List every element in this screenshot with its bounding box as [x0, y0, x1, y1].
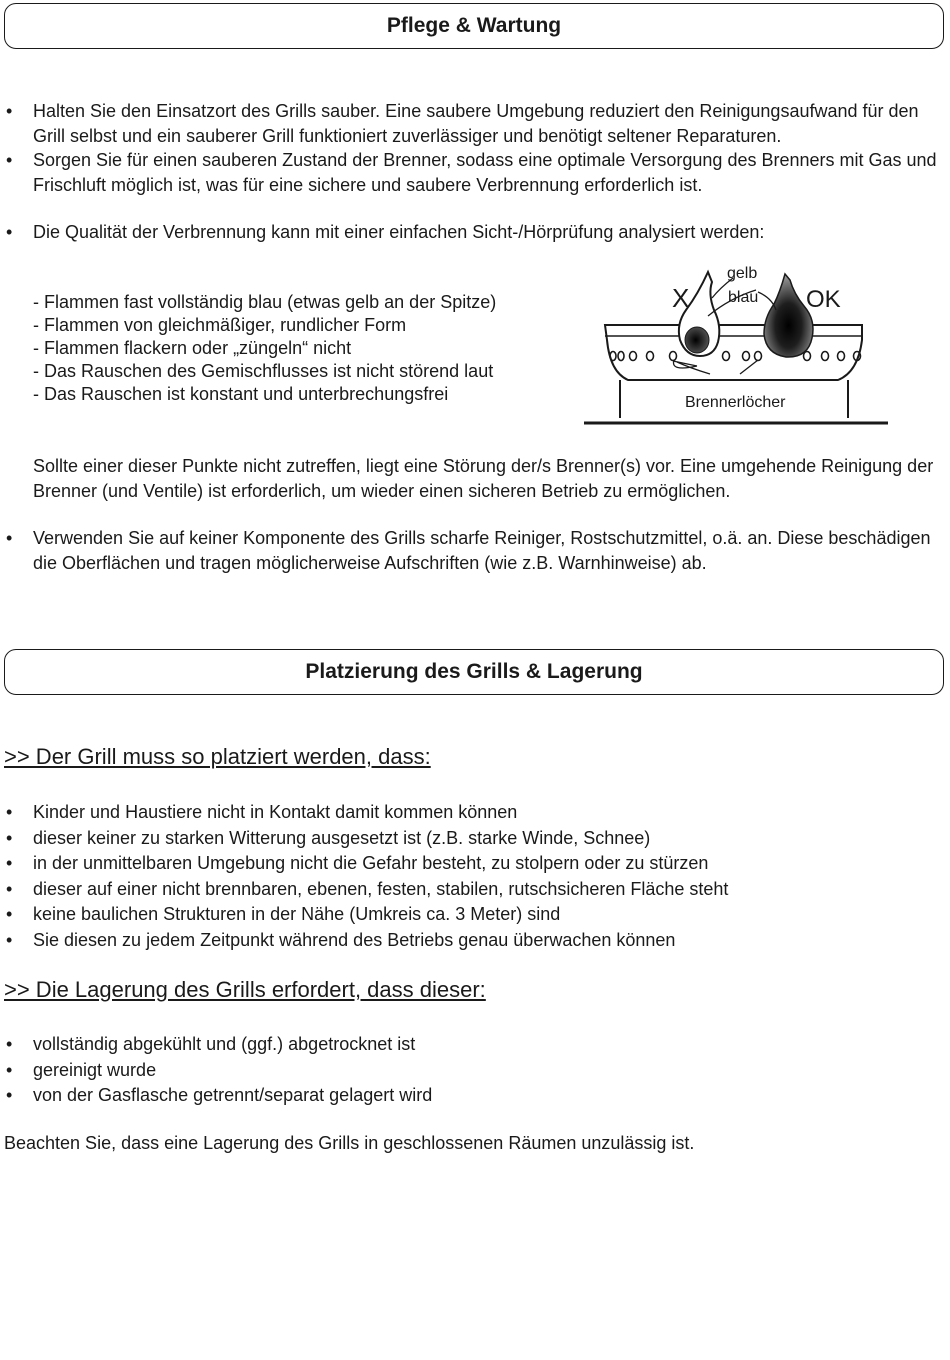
care-bullet-2: Sorgen Sie für einen sauberen Zustand der Brenner, sodass eine optimale Versorgung des Brenners mit Gas und Frischluft möglich ist, was für eine sichere und saubere Verbrennung erforderlich ist. — [33, 150, 937, 195]
check-item-2: - Flammen von gleichmäßiger, rundlicher Form — [33, 315, 407, 335]
section-header-placement — [4, 649, 944, 695]
label-yellow: gelb — [727, 265, 758, 282]
check-item-5: - Das Rauschen ist konstant und unterbrechungsfrei — [33, 384, 449, 404]
check-item-1: - Flammen fast vollständig blau (etwas gelb an der Spitze) — [33, 292, 497, 312]
burner-flame-diagram — [580, 258, 892, 430]
bullet-marker: • — [6, 101, 13, 121]
storage-item-1: vollständig abgekühlt und (ggf.) abgetrocknet ist — [33, 1034, 416, 1054]
bullet-marker: • — [6, 1034, 13, 1054]
placement-item-5: keine baulichen Strukturen in der Nähe (Umkreis ca. 3 Meter) sind — [33, 904, 561, 924]
bullet-marker: • — [6, 528, 13, 548]
bullet-marker: • — [6, 222, 13, 242]
placement-item-3: in der unmittelbaren Umgebung nicht die Gefahr besteht, zu stolpern oder zu stürzen — [33, 853, 709, 873]
bullet-marker: • — [6, 904, 13, 924]
label-bad: X — [672, 283, 690, 313]
placement-item-4: dieser auf einer nicht brennbaren, ebenen, festen, stabilen, rutschsicheren Fläche steht — [33, 878, 729, 899]
bullet-marker: • — [6, 929, 13, 950]
care-bullet-3: Die Qualität der Verbrennung kann mit einer einfachen Sicht-/Hörprüfung analysiert werden: — [33, 222, 765, 242]
label-burner-holes: Brennerlöcher — [685, 394, 786, 411]
storage-heading: >> Die Lagerung des Grills erfordert, dass dieser: — [4, 977, 486, 1002]
section-title-placement: Platzierung des Grills & Lagerung — [305, 660, 643, 683]
storage-item-3: von der Gasflasche getrennt/separat gelagert wird — [33, 1085, 433, 1105]
care-bullet-1: Halten Sie den Einsatzort des Grills sauber. Eine saubere Umgebung reduziert den Reinigungsaufwand für den Grill selbst und ein sauberer Grill funktioniert zuverlässiger und benötigt seltener Reparaturen. — [33, 101, 919, 146]
care-bullet-4: Verwenden Sie auf keiner Komponente des Grills scharfe Reiniger, Rostschutzmittel, o.ä. an. Diese beschädigen die Oberflächen und tragen möglicherweise Aufschriften (wie z.B. Warnhinweise) ab. — [33, 528, 931, 573]
check-item-4: - Das Rauschen des Gemischflusses ist nicht störend laut — [33, 361, 494, 381]
placement-item-6: Sie diesen zu jedem Zeitpunkt während des Betriebs genau überwachen können — [33, 929, 676, 950]
label-ok: OK — [806, 286, 841, 313]
bullet-marker: • — [6, 878, 13, 899]
storage-final-note: Beachten Sie, dass eine Lagerung des Grills in geschlossenen Räumen unzulässig ist. — [4, 1133, 695, 1153]
bullet-marker: • — [6, 1085, 13, 1105]
placement-item-1: Kinder und Haustiere nicht in Kontakt damit kommen können — [33, 802, 518, 822]
storage-item-2: gereinigt wurde — [33, 1059, 157, 1080]
fault-note: Sollte einer dieser Punkte nicht zutreffen, liegt eine Störung der/s Brenner(s) vor. Eine umgehende Reinigung der Brenner (und Ventile) ist erforderlich, um wieder einen sicheren Betrieb zu ermöglichen. — [33, 456, 934, 501]
placement-heading: >> Der Grill muss so platziert werden, dass: — [4, 744, 431, 769]
bullet-marker: • — [6, 1059, 13, 1080]
bullet-marker: • — [6, 802, 13, 822]
label-blue: blau — [728, 289, 759, 306]
section-title-care: Pflege & Wartung — [386, 14, 562, 37]
placement-item-2: dieser keiner zu starken Witterung ausgesetzt ist (z.B. starke Winde, Schnee) — [33, 827, 651, 848]
check-item-3: - Flammen flackern oder „züngeln“ nicht — [33, 338, 352, 358]
bullet-marker: • — [6, 827, 13, 848]
section-header-care — [4, 3, 944, 49]
bullet-marker: • — [6, 150, 13, 170]
bullet-marker: • — [6, 853, 13, 873]
